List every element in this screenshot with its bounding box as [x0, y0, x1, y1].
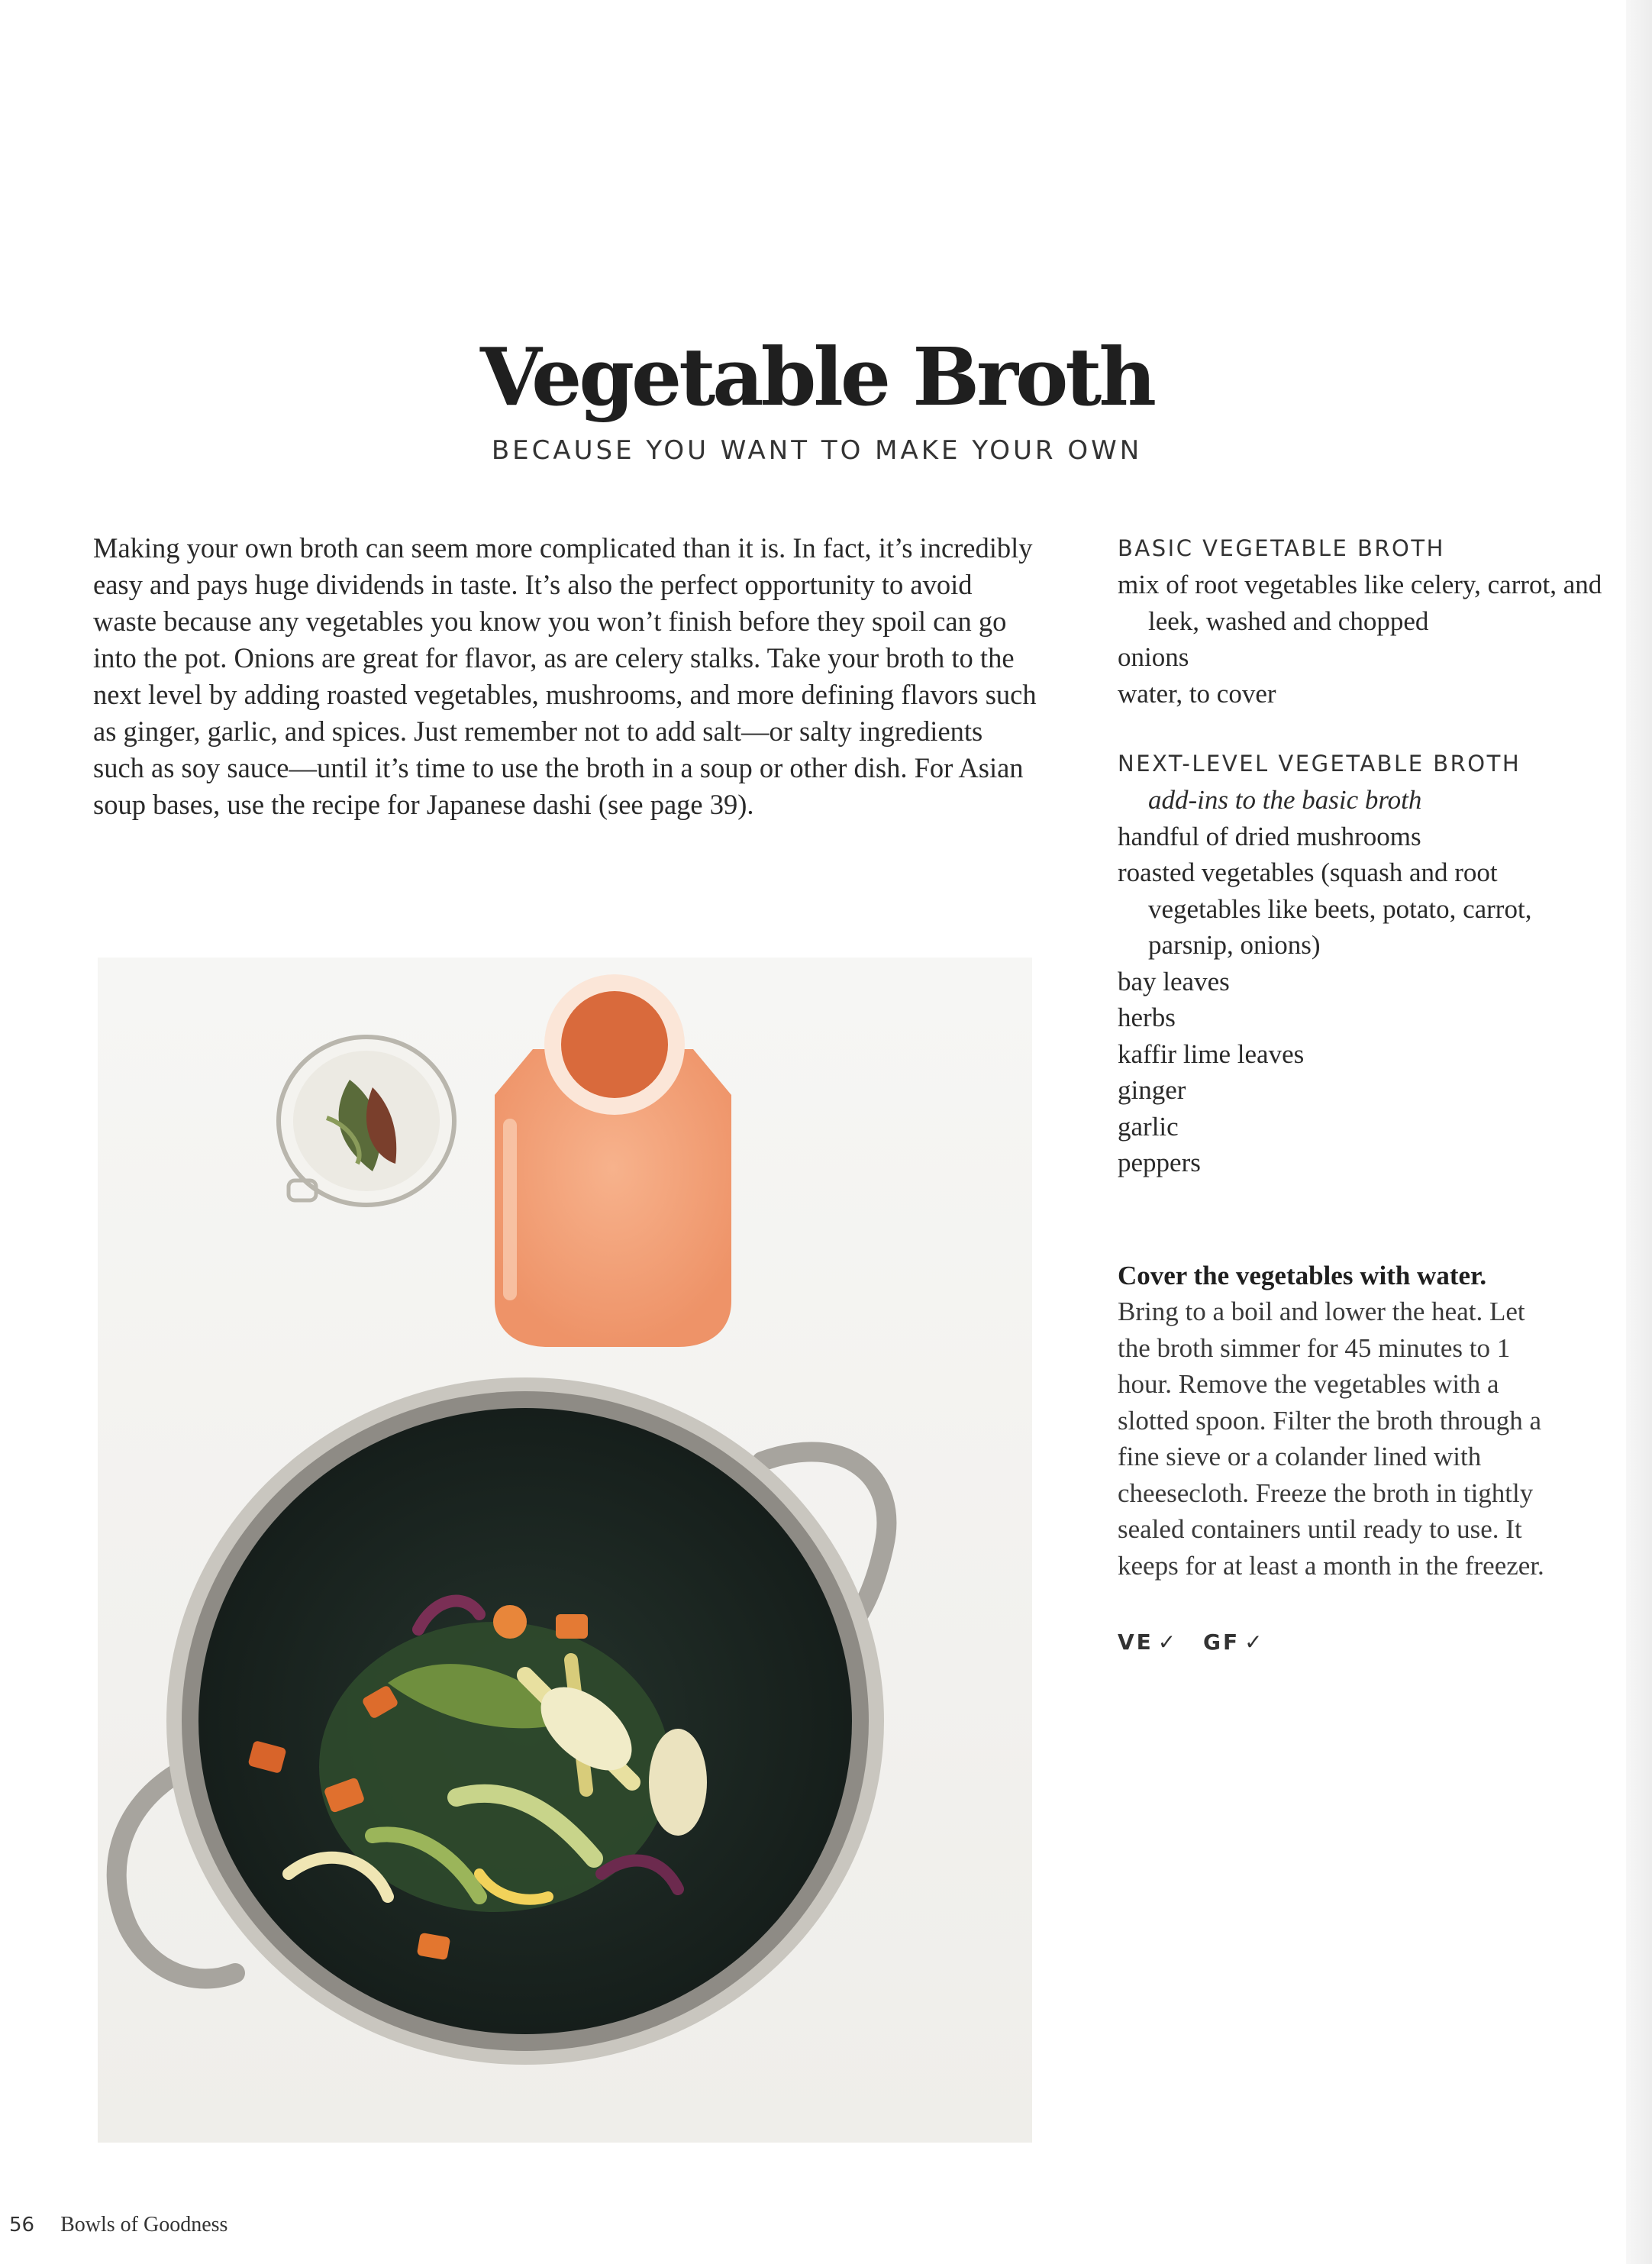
- ingredient-item: bay leaves: [1118, 966, 1230, 996]
- ingredient-item: peppers: [1118, 1148, 1201, 1177]
- method-lead: Cover the vegetables with water.: [1118, 1260, 1487, 1290]
- ingredient-item: water, to cover: [1118, 678, 1276, 709]
- basic-broth-heading: BASIC VEGETABLE BROTH: [1118, 535, 1445, 561]
- page-title: Vegetable Broth: [480, 330, 1153, 424]
- ingredient-item: roasted vegetables (squash and root vegetables like beets, potato, carrot, parsnip, onions): [1118, 857, 1532, 960]
- next-level-broth-heading: NEXT-LEVEL VEGETABLE BROTH: [1118, 751, 1521, 777]
- badge-gluten-free-label: GF: [1203, 1629, 1241, 1655]
- ingredient-item: handful of dried mushrooms: [1118, 821, 1421, 851]
- check-icon: ✓: [1157, 1629, 1179, 1655]
- ingredient-note: add-ins to the basic broth: [1148, 785, 1422, 815]
- basic-ingredient-list: [1118, 567, 1606, 712]
- broth-photo-illustration: [98, 958, 1032, 2143]
- method-body: Bring to a boil and lower the heat. Let the broth simmer for 45 minutes to 1 hour. Remove the vegetables with a slotted spoon. Filter the broth through a fine sieve or a colander lined with cheesecloth. Freeze the broth in tightly sealed containers until ready to use. It keeps for at least a month in the freezer.: [1118, 1297, 1544, 1581]
- diet-badges: [1118, 1629, 1606, 1655]
- page-number: 56: [9, 2214, 35, 2237]
- badge-vegan-label: VE: [1118, 1629, 1153, 1655]
- glass-bowl: [279, 1037, 454, 1205]
- ingredient-item: herbs: [1118, 1003, 1176, 1032]
- ingredient-item: ginger: [1118, 1075, 1186, 1105]
- page-subtitle: BECAUSE YOU WANT TO MAKE YOUR OWN: [491, 435, 1143, 466]
- book-title: Bowls of Goodness: [60, 2213, 228, 2237]
- ingredient-item: onions: [1118, 642, 1189, 672]
- ingredient-item: kaffir lime leaves: [1118, 1038, 1305, 1069]
- page-folio: [9, 2213, 227, 2237]
- broth-photo: [98, 958, 1032, 2143]
- next-level-ingredient-list: [1118, 782, 1606, 1181]
- broth-jar: [495, 974, 731, 1347]
- intro-paragraph: Making your own broth can seem more complicated than it is. In fact, it’s incredibly easy and pays huge dividends in taste. It’s also the perfect opportunity to avoid waste because any vegetables you know you won’t finish before they spoil can go into the pot. Onions are great for flavor, as are celery stalks. Take your broth to the next level by adding roasted vegetables, mushrooms, and more defining flavors such as ginger, garlic, and spices. Just remember not to add salt—or salty ingredients such as soy sauce—until it’s time to use the broth in a soup or other dish. For Asian soup bases, use the recipe for Japanese dashi (see page 39).: [93, 532, 1037, 820]
- ingredients-sidebar: [1118, 530, 1606, 1655]
- ingredient-item: garlic: [1118, 1111, 1179, 1142]
- method-paragraph: [1118, 1258, 1553, 1584]
- ingredient-item: mix of root vegetables like celery, carrot, and leek, washed and chopped: [1118, 570, 1602, 636]
- check-icon: ✓: [1244, 1629, 1265, 1655]
